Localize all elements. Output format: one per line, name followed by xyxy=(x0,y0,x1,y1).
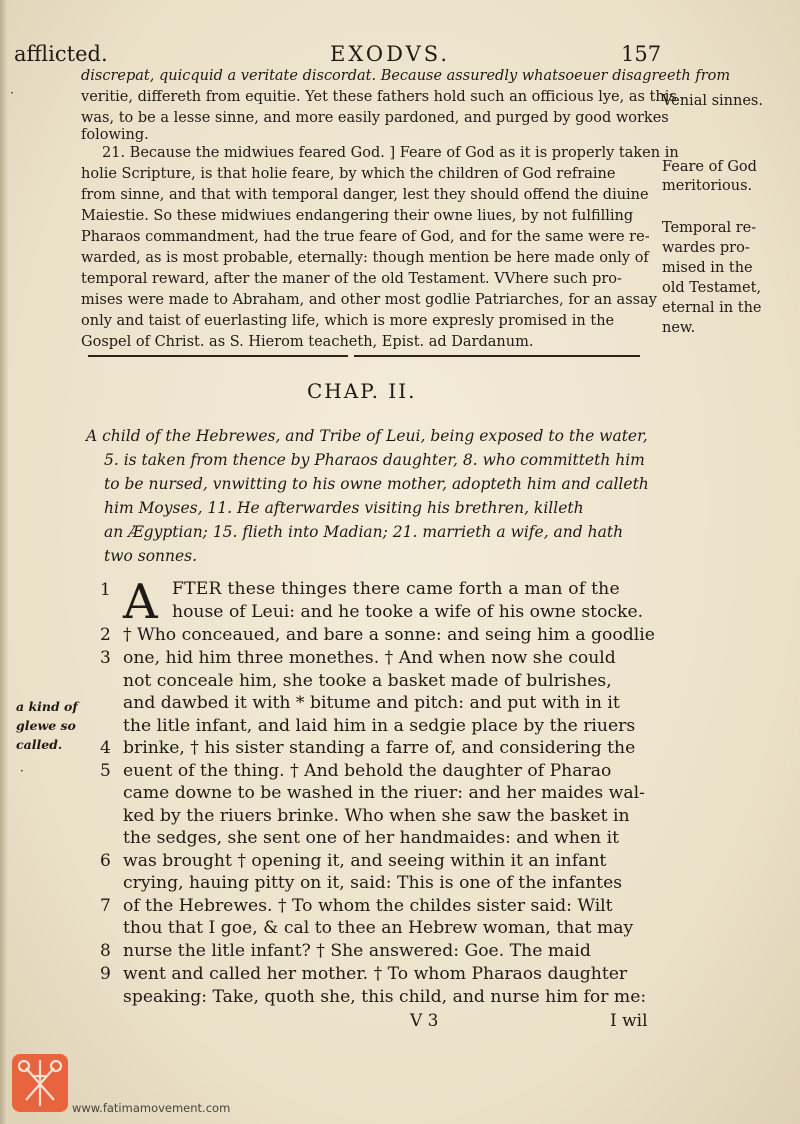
body-line: was brought † opening it, and seeing within it an infant xyxy=(123,851,607,871)
annotation-line: mises were made to Abraham, and other most godlie Patriarches, for an assay xyxy=(81,292,657,308)
signature-mark: V 3 xyxy=(410,1011,439,1031)
verse-number: 8 xyxy=(100,941,111,961)
section-rule xyxy=(88,355,348,357)
margin-dot: · xyxy=(20,764,24,778)
catchword: I wil xyxy=(610,1011,648,1031)
margin-note: new. xyxy=(662,320,696,336)
side-note: glewe so xyxy=(16,718,76,733)
book-binding xyxy=(0,0,8,1124)
body-line: nurse the litle infant? † She answered: Goe. The maid xyxy=(123,941,591,961)
margin-note: old Testamet, xyxy=(662,280,762,296)
body-line: speaking: Take, quoth she, this child, and nurse him for me: xyxy=(123,987,647,1007)
annotation-line: folowing. xyxy=(81,127,149,143)
footer-url[interactable]: www.fatimamovement.com xyxy=(72,1101,231,1115)
annotation-line: veritie, differeth from equitie. Yet these fathers hold such an officious lye, as this xyxy=(81,89,677,105)
side-note: a kind of xyxy=(16,699,78,714)
margin-dot: · xyxy=(10,86,14,100)
margin-note: meritorious. xyxy=(662,178,753,194)
verse-number: 3 xyxy=(100,648,111,668)
summary-line: him Moyses, 11. He afterwardes visiting his brethren, killeth xyxy=(104,499,584,517)
margin-note: mised in the xyxy=(662,260,753,276)
body-line: the litle infant, and laid him in a sedgie place by the riuers xyxy=(123,716,636,736)
annotation-line: holie Scripture, is that holie feare, by which the children of God refraine xyxy=(81,166,616,182)
verse-number: 9 xyxy=(100,964,111,984)
body-line: not conceale him, she tooke a basket made of bulrishes, xyxy=(123,671,612,691)
margin-note: wardes pro- xyxy=(662,240,750,256)
summary-line: two sonnes. xyxy=(104,547,198,565)
verse-number: 4 xyxy=(100,738,111,758)
annotation-line: from sinne, and that with temporal danger, lest they should offend the diuine xyxy=(81,187,649,203)
body-line: crying, hauing pitty on it, said: This is one of the infantes xyxy=(123,873,623,893)
body-line: came downe to be washed in the riuer: and her maides wal- xyxy=(123,783,645,803)
annotation-line: discrepat, quicquid a veritate discordat. Because assuredly whatsoeuer disagreeth from xyxy=(81,68,731,84)
crest-icon xyxy=(12,1054,68,1112)
body-line: ked by the riuers brinke. Who when she saw the basket in xyxy=(123,806,630,826)
verse-number: 5 xyxy=(100,761,111,781)
drop-cap: A xyxy=(123,574,158,630)
body-line: house of Leui: and he tooke a wife of his owne stocke. xyxy=(172,602,644,622)
summary-line: to be nursed, vnwitting to his owne mother, adopteth him and calleth xyxy=(104,475,649,493)
annotation-line: only and taist of euerlasting life, which is more expresly promised in the xyxy=(81,313,615,329)
summary-line: an Ægyptian; 15. flieth into Madian; 21. marrieth a wife, and hath xyxy=(104,523,624,541)
body-line: † Who conceaued, and bare a sonne: and seing him a goodlie xyxy=(123,625,655,645)
body-line: and dawbed it with * bitume and pitch: and put with in it xyxy=(123,693,620,713)
body-line: brinke, † his sister standing a farre of, and considering the xyxy=(123,738,636,758)
body-line: FTER these thinges there came forth a man of the xyxy=(172,579,620,599)
summary-line: 5. is taken from thence by Pharaos daughter, 8. who committeth him xyxy=(104,451,645,469)
header-center: EXODVS. xyxy=(330,42,451,66)
body-line: the sedges, she sent one of her handmaides: and when it xyxy=(123,828,619,848)
annotation-line: temporal reward, after the maner of the old Testament. VVhere such pro- xyxy=(81,271,622,287)
verse-number: 1 xyxy=(100,580,111,600)
body-line: went and called her mother. † To whom Pharaos daughter xyxy=(123,964,628,984)
annotation-line: Gospel of Christ. as S. Hierom teacheth, Epist. ad Dardanum. xyxy=(81,334,534,350)
section-rule xyxy=(354,355,640,357)
side-note: called. xyxy=(16,737,63,752)
annotation-line: 21. Because the midwiues feared God. ] Feare of God as it is properly taken in xyxy=(102,145,679,161)
margin-note: eternal in the xyxy=(662,300,762,316)
chapter-title: CHAP. II. xyxy=(307,379,417,403)
body-line: thou that I goe, & cal to thee an Hebrew woman, that may xyxy=(123,918,634,938)
body-line: euent of the thing. † And behold the daughter of Pharao xyxy=(123,761,612,781)
page-number: 157 xyxy=(621,42,662,66)
keys-icon xyxy=(12,1054,68,1112)
annotation-line: Pharaos commandment, had the true feare of God, and for the same were re- xyxy=(81,229,650,245)
header-left: afflicted. xyxy=(14,42,108,66)
annotation-line: was, to be a lesse sinne, and more easily pardoned, and purged by good workes xyxy=(81,110,669,126)
annotation-line: Maiestie. So these midwiues endangering their owne liues, by not fulfilling xyxy=(81,208,634,224)
margin-note: Feare of God xyxy=(662,159,757,175)
verse-number: 6 xyxy=(100,851,111,871)
body-line: one, hid him three monethes. † And when now she could xyxy=(123,648,616,668)
margin-note: Venial sinnes. xyxy=(662,93,763,109)
verse-number: 7 xyxy=(100,896,111,916)
annotation-line: warded, as is most probable, eternally: though mention be here made only of xyxy=(81,250,649,266)
verse-number: 2 xyxy=(100,625,111,645)
body-line: of the Hebrewes. † To whom the childes sister said: Wilt xyxy=(123,896,613,916)
summary-line: A child of the Hebrewes, and Tribe of Leui, being exposed to the water, xyxy=(86,427,648,445)
margin-note: Temporal re- xyxy=(662,220,757,236)
